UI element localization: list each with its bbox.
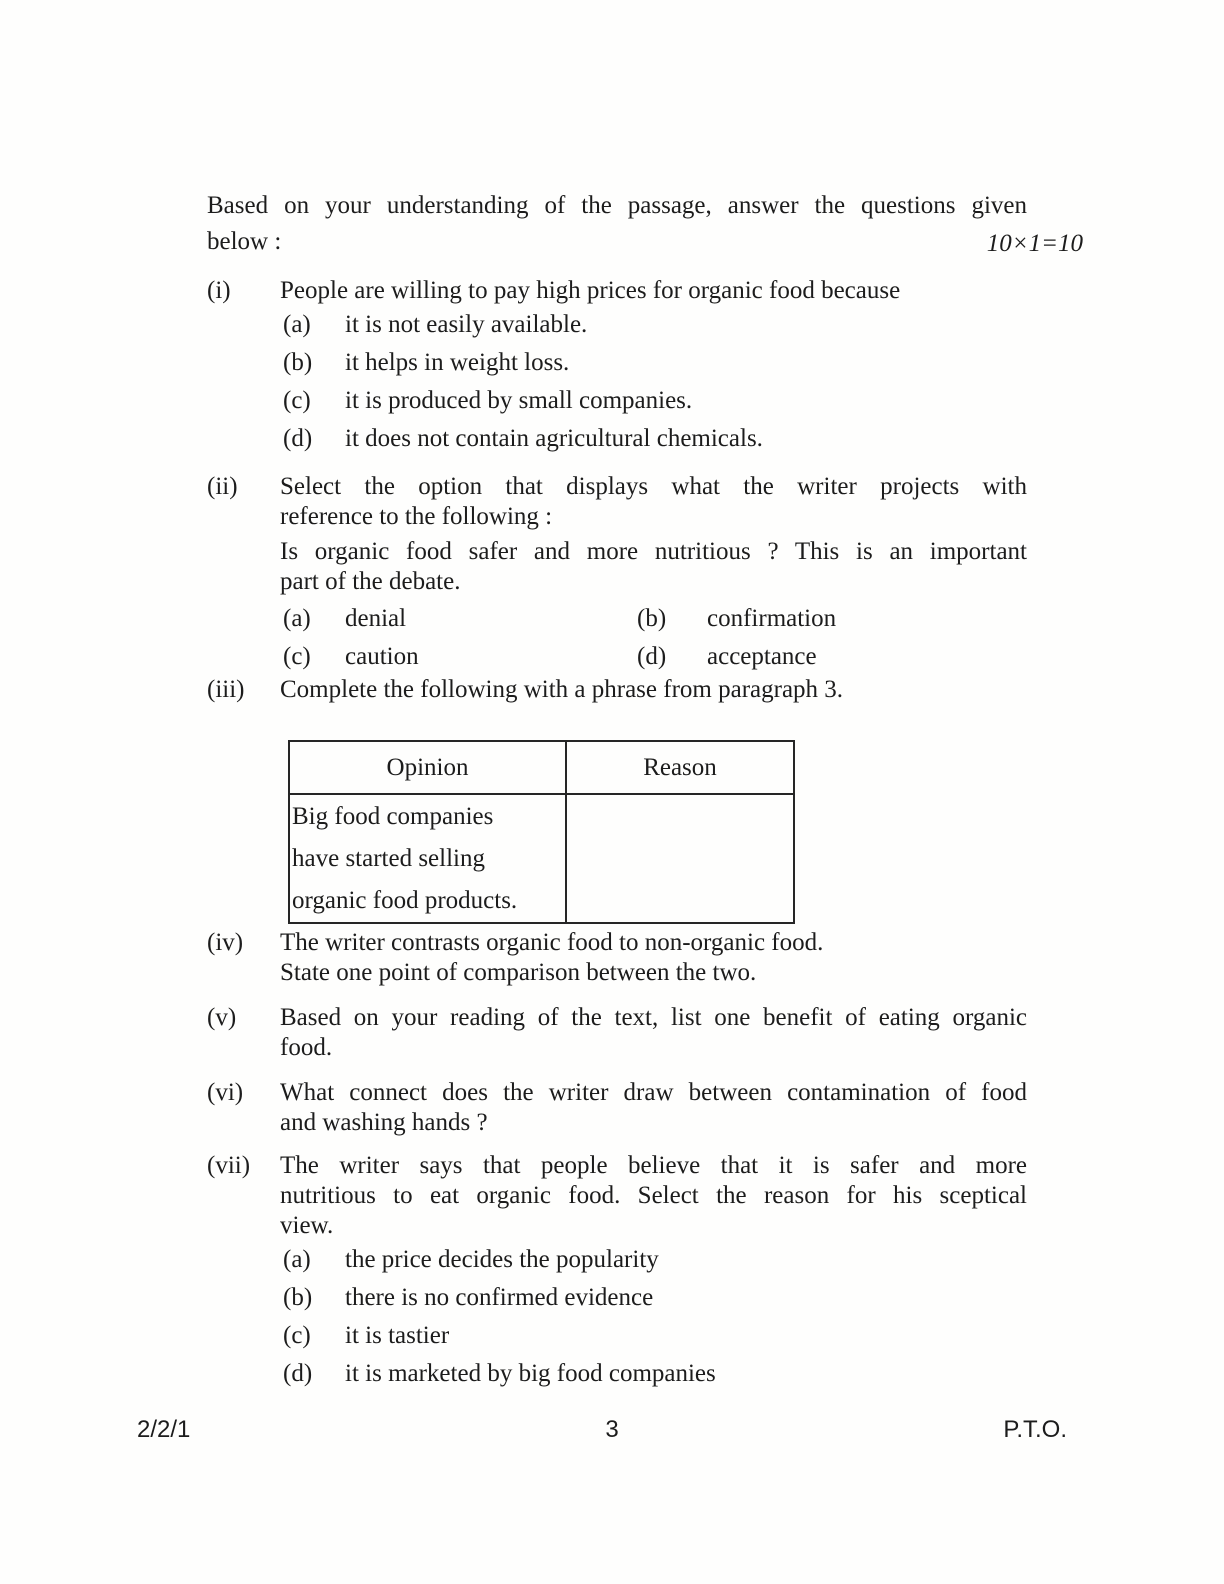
table-cell [566,794,794,923]
questions-list [207,276,1027,1389]
option-text: acceptance [707,643,817,670]
option-text: it is tastier [345,1322,450,1349]
question-item [207,928,1027,988]
question-text-line: view. [280,1212,334,1239]
question-text-line: Complete the following with a phrase from paragraph 3. [280,676,844,703]
table-cell-line: Big food companies [292,803,494,830]
options-list [283,604,1027,672]
question-text-line: and washing hands ? [280,1109,488,1136]
question-text-line: Select the option that displays what the writer projects with [280,473,1027,500]
option-label: (d) [283,1360,313,1387]
option-text: there is no confirmed evidence [345,1284,654,1311]
paper-set-code: 2/2/1 [137,1416,191,1443]
marks-value: 10×1=10 [986,230,1083,257]
question-number: (ii) [207,473,238,500]
question-body [280,1003,1027,1063]
question-subtext-line: Is organic food safer and more nutritious ? This is an important [280,538,1027,565]
question-body [280,1151,1027,1389]
question-number: (i) [207,277,231,304]
intro-paragraph [207,188,1027,260]
option-text: it helps in weight loss. [345,349,570,376]
option-label: (b) [283,349,313,376]
option-text: the price decides the popularity [345,1246,659,1273]
question-text-line: People are willing to pay high prices for organic food because [280,277,901,304]
question-body [280,928,1027,988]
option-label: (a) [283,605,311,632]
page-number: 3 [605,1416,619,1443]
question-number: (vii) [207,1152,251,1179]
question-subtext-line: part of the debate. [280,568,461,595]
option-text: confirmation [707,605,837,632]
option-label: (b) [637,605,667,632]
option-label: (d) [283,425,313,452]
question-text-line: food. [280,1034,333,1061]
question-body [280,276,1027,454]
question-body [280,675,1027,924]
option-row [283,604,1027,634]
option-row [283,1245,1027,1275]
option-row [283,424,1027,454]
option-label: (a) [283,1246,311,1273]
option-label: (a) [283,311,311,338]
question-text-line: What connect does the writer draw between contamination of food [280,1079,1027,1106]
question-number: (vi) [207,1079,244,1106]
question-number: (v) [207,1004,237,1031]
option-text: denial [345,605,407,632]
question-subtext [280,537,1027,597]
option-text: it is not easily available. [345,311,588,338]
table-header-cell: Reason [566,741,794,794]
table-cell [289,794,566,923]
option-text: it does not contain agricultural chemicals. [345,425,763,452]
question-number: (iii) [207,676,245,703]
table-cell-line: have started selling [292,845,485,872]
question-item [207,472,1027,672]
options-list [283,1245,1027,1389]
option-row [283,1283,1027,1313]
option-row [283,310,1027,340]
option-row [283,348,1027,378]
question-text-line: State one point of comparison between the two. [280,959,757,986]
option-row [283,386,1027,416]
question-text-line: reference to the following : [280,503,553,530]
option-label: (c) [283,643,311,670]
question-item [207,1078,1027,1138]
pto-label: P.T.O. [1003,1416,1067,1443]
table-cell-line: organic food products. [292,887,518,914]
table-row [289,794,794,923]
option-label: (c) [283,1322,311,1349]
option-label: (d) [637,643,667,670]
question-number: (iv) [207,929,244,956]
intro-line: Based on your understanding of the passage, answer the questions given [207,192,1027,219]
question-text-line: The writer contrasts organic food to non-organic food. [280,929,824,956]
question-text-line: nutritious to eat organic food. Select the reason for his sceptical [280,1182,1027,1209]
page-footer [0,1414,1224,1446]
options-list [283,310,1027,454]
option-text: caution [345,643,419,670]
question-body [280,1078,1027,1138]
opinion-reason-table [288,740,795,924]
intro-line: below : [207,228,282,255]
option-row [283,1321,1027,1351]
table-header-cell: Opinion [289,741,566,794]
option-row [283,1359,1027,1389]
option-text: it is marketed by big food companies [345,1360,716,1387]
question-body [280,472,1027,672]
question-text-line: Based on your reading of the text, list one benefit of eating organic [280,1004,1027,1031]
question-item [207,1003,1027,1063]
question-text-line: The writer says that people believe that it is safer and more [280,1152,1027,1179]
option-label: (c) [283,387,311,414]
question-item [207,675,1027,924]
question-item [207,1151,1027,1389]
option-row [283,642,1027,672]
question-item [207,276,1027,454]
option-label: (b) [283,1284,313,1311]
table-header-row [289,741,794,794]
option-text: it is produced by small companies. [345,387,693,414]
